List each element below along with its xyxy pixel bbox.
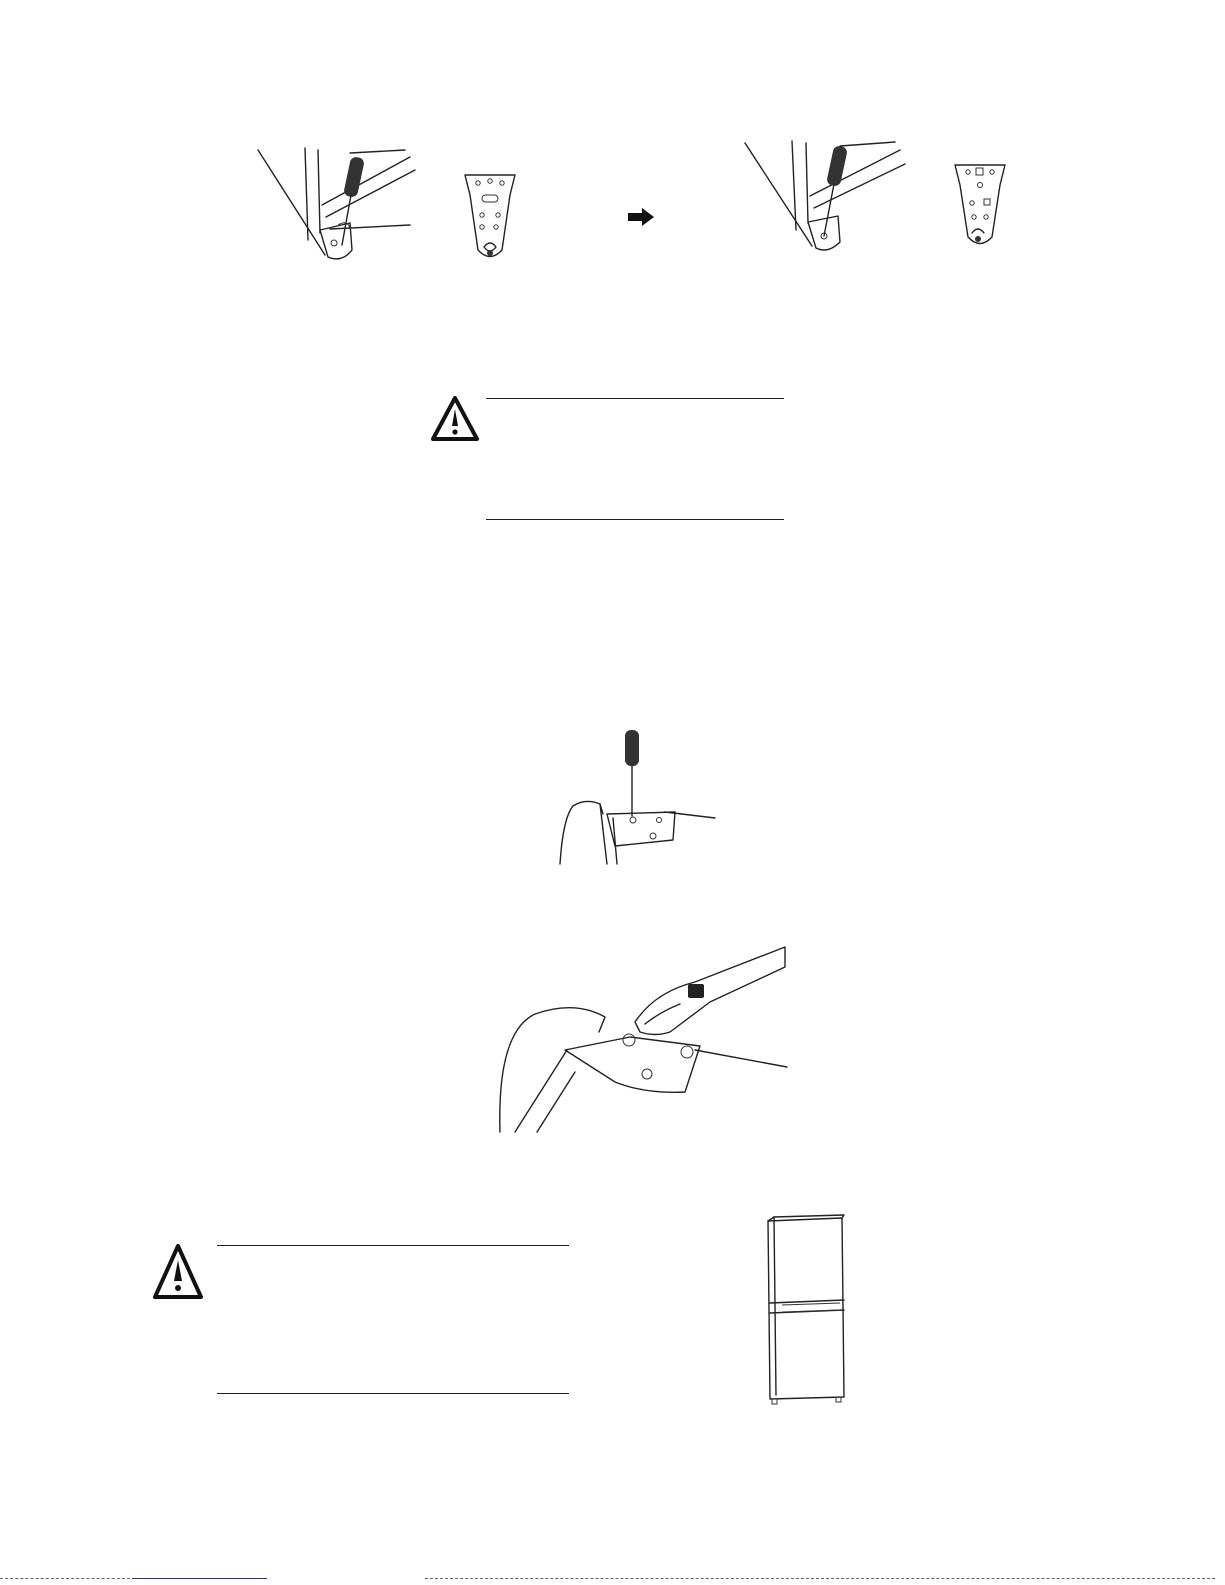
warning-bottom-rule-lower [217, 1393, 569, 1394]
hinge-step-after-illustration [740, 138, 910, 263]
warning-top-rule-upper [486, 398, 784, 399]
footer-rule-left [0, 1578, 130, 1579]
right-arrow-icon [626, 207, 656, 227]
warning-top-text [490, 408, 780, 508]
warning-top-icon [430, 395, 480, 443]
hinge-bracket-before-icon [460, 165, 520, 265]
warning-bottom-icon [152, 1243, 204, 1301]
footer-rule-right [425, 1578, 1215, 1579]
top-hinge-screwdriver-illustration [555, 728, 725, 868]
hinge-step-before-illustration [250, 145, 420, 270]
top-hinge-wrench-illustration [495, 942, 795, 1137]
footer-link-underline [132, 1578, 267, 1579]
warning-bottom-rule-upper [217, 1245, 569, 1246]
warning-top-rule-lower [486, 519, 784, 520]
fridge-illustration [760, 1215, 850, 1407]
hinge-bracket-after-icon [950, 155, 1010, 255]
warning-bottom-text [222, 1256, 567, 1382]
